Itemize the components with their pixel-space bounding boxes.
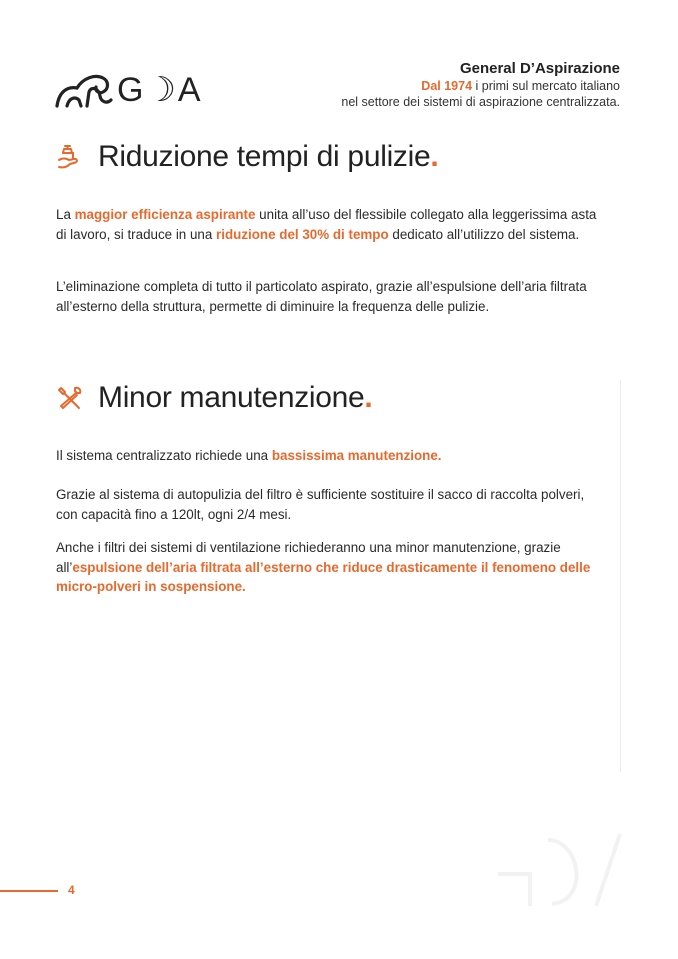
- highlight-text: bassissima manutenzione.: [271, 448, 442, 463]
- tools-icon: [56, 384, 84, 412]
- highlight-text: riduzione del 30% di tempo: [216, 226, 389, 242]
- text-run: La: [56, 207, 75, 222]
- header-info: [260, 60, 620, 110]
- tagline-line-2: nel settore dei sistemi di aspirazione centralizzata.: [341, 95, 620, 109]
- paragraph: [56, 538, 608, 597]
- title-dot: .: [430, 140, 439, 173]
- section-title-maintenance: [56, 381, 372, 415]
- brand-logo: [55, 72, 203, 108]
- paragraph: [56, 205, 608, 244]
- watermark-logo-icon: [494, 830, 624, 910]
- highlight-text: espulsione dell’aria filtrata all’esterno che riduce drasticamente il fenomeno delle micro-polveri in sospensione.: [56, 559, 591, 594]
- paragraph: Grazie al sistema di autopulizia del filtro è sufficiente sostituire il sacco di raccolta polveri, con capacità fino a 120lt, ogni 2/4 mesi.: [56, 487, 585, 522]
- section-title-text: Minor manutenzione: [98, 381, 365, 414]
- tagline-text: i primi sul mercato italiano: [472, 79, 620, 93]
- vertical-divider: [620, 380, 621, 772]
- tagline-year: Dal 1974: [421, 79, 473, 93]
- highlight-text: maggior efficienza aspirante: [74, 207, 256, 222]
- text-run: dedicato all’utilizzo del sistema.: [388, 226, 580, 242]
- text-run: Il sistema centralizzato richiede una: [56, 448, 272, 463]
- tagline: [260, 78, 620, 94]
- paragraph: [56, 446, 608, 466]
- paragraph: L’eliminazione completa di tutto il particolato aspirato, grazie all’espulsione dell’aria filtrata all’esterno della struttura, permette di diminuire la frequenza delle pulizie.: [56, 279, 587, 314]
- text-run: unita all’uso del flessibile collegato alla leggerissima asta di lavoro, si traduce in una: [56, 207, 597, 242]
- logo-text: G☽A: [117, 71, 203, 109]
- title-dot: .: [364, 381, 373, 414]
- elephant-logo-icon: [55, 72, 115, 108]
- section-title-cleaning: [56, 140, 438, 174]
- page-number-rule: [0, 890, 58, 892]
- section-title-text: Riduzione tempi di pulizie: [98, 140, 431, 173]
- company-name: General D’Aspirazione: [459, 60, 620, 77]
- hand-bottle-icon: [56, 143, 84, 171]
- text-run: Anche i filtri dei sistemi di ventilazione richiederanno una minor manutenzione, grazie all’: [56, 540, 561, 575]
- page-number: 4: [68, 883, 75, 897]
